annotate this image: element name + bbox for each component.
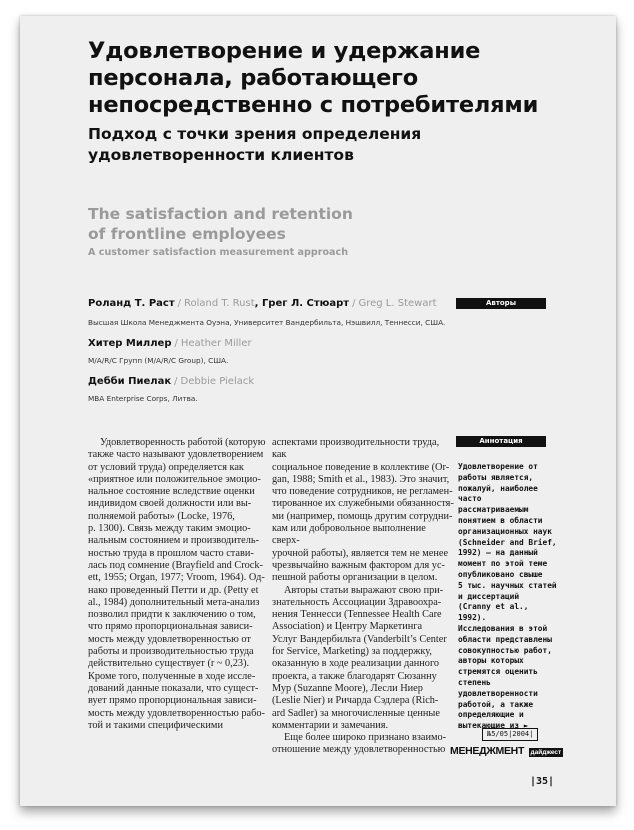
body-line: действительно существует (r ~ 0,23). (88, 658, 250, 670)
body-line: что поведение сотрудников, не регламен- (272, 486, 453, 498)
body-line: Мур (Suzanne Moore), Лесли Ниер (272, 682, 423, 694)
article-title-en (88, 204, 408, 244)
body-line: for Service, Marketing) за поддержку, (272, 646, 432, 658)
body-line: «приятное или положительное эмоцио- (88, 473, 261, 485)
abstract-line: работы является, (458, 472, 534, 482)
author-name-en: Heather Miller (180, 338, 252, 349)
author-name-en: Roland T. Rust (184, 298, 255, 309)
body-line: чрезвычайно важным фактором для ус- (272, 559, 445, 571)
authors-label: Авторы (456, 298, 546, 309)
body-line: от условий труда) определяется как (88, 461, 244, 473)
author-name-ru: Грег Л. Стюарт (261, 298, 350, 309)
body-line: Еще более широко признано взаимо- (284, 732, 447, 744)
abstract-label: Аннотация (456, 436, 546, 447)
body-column-2 (272, 437, 454, 757)
body-line: позволил придти к заключению о том, (88, 609, 256, 621)
body-column-1 (88, 437, 266, 732)
abstract-line: степень (458, 677, 491, 687)
body-line: урочной работы), является тем не менее (272, 547, 449, 559)
article-subtitle-ru (88, 124, 508, 166)
body-line: нальное состояние вследствие оценки (88, 486, 255, 498)
body-line: нальным состоянием и производитель- (88, 535, 259, 547)
body-line: Авторы статьи выражают свою при- (284, 584, 444, 596)
body-line: мость между удовлетворенностью рабо- (88, 707, 265, 719)
abstract-line: 5 тыс. научных статей (458, 580, 557, 590)
body-line: комментарии и замечания. (272, 719, 389, 731)
body-line: нако проведенный Петти и др. (Petty et (88, 584, 259, 596)
author-separator: / (177, 298, 182, 309)
abstract-line: удовлетворенности (458, 688, 538, 698)
body-line: нения Теннесси (Tennessee Health Care (272, 609, 442, 621)
body-line: gan, 1988; Smith et al., 1983). Это значит, (272, 473, 450, 485)
title-line: Удовлетворение и удержание (88, 38, 481, 64)
abstract-line: вытекающие из ► (458, 721, 529, 731)
journal-page (20, 16, 616, 806)
abstract-line: и диссертаций (458, 591, 520, 601)
body-line: p. 1300). Связь между таким эмоцио- (88, 523, 251, 535)
author-name-en: Debbie Pielack (180, 376, 255, 387)
body-line: Удовлетворенность работой (которую (100, 437, 266, 448)
abstract-line: пожалуй, наиболее (458, 483, 538, 493)
abstract-line: понятием в области (458, 515, 543, 525)
body-line: лась под сомнение (Brayfield and Crock- (88, 559, 263, 571)
body-line: пешной работы организации в целом. (272, 572, 438, 584)
body-line: индивидом своей должности или вы- (88, 498, 252, 510)
abstract-line: Исследования в этой (458, 623, 548, 633)
body-line: что прямо пропорциональная зависи- (88, 621, 253, 633)
author-affiliation: Высшая Школа Менеджмента Оуэна, Университет Вандербильта, Нэшвилл, Теннесси, США. (88, 318, 446, 327)
title-en-line: The satisfaction and retention (88, 205, 353, 223)
subtitle-line: Подход с точки зрения определения (88, 125, 422, 143)
abstract-line: рассматриваемым (458, 505, 529, 515)
abstract-line: определяющие и (458, 710, 524, 720)
abstract-line: (Cranny et al., 1992). (458, 602, 529, 623)
author-separator: / (174, 338, 178, 349)
body-line: мость между удовлетворенностью от (88, 633, 251, 645)
body-line: отношение между удовлетворенностью (272, 744, 446, 756)
body-line: al., 1984) дополнительный мета-анализ (88, 596, 260, 608)
body-line: ard Sadler) за многочисленные ценные (272, 707, 440, 719)
body-line: вует прямо пропорциональная зависи- (88, 695, 257, 707)
page-number: |35| (530, 776, 555, 787)
author-name-en: Greg L. Stewart (358, 298, 437, 309)
abstract-line: (Schneider and Brief, (458, 537, 557, 547)
magazine-name: МЕНЕДЖМЕНТ (450, 745, 525, 757)
article-title-ru (88, 38, 568, 119)
body-line: Association) и Центру Маркетинга (272, 621, 423, 633)
title-line: непосредственно с потребителями (88, 92, 539, 118)
body-line: ностью труда в прошлом часто стави- (88, 547, 254, 559)
magazine-logo (450, 741, 563, 759)
subtitle-line: удовлетворенности клиентов (88, 146, 354, 164)
author-name-ru: Роланд Т. Раст (88, 298, 175, 309)
title-line: персонала, работающего (88, 65, 418, 91)
author-line-3 (88, 376, 254, 387)
article-subtitle-en: A customer satisfaction measurement approach (88, 247, 349, 258)
author-separator: / (174, 376, 178, 387)
magazine-digest: дайджест (530, 749, 562, 756)
abstract-line: организационных наук (458, 526, 552, 536)
author-affiliation: M/A/R/C Групп (M/A/R/C Group), США. (88, 356, 229, 365)
body-line: той и такими специфическими (88, 719, 223, 731)
body-line: (Leslie Nier) и Ричарда Сэдлера (Rich- (272, 695, 439, 707)
author-separator: / (352, 298, 356, 309)
abstract-line: стремятся оценить (458, 667, 538, 677)
author-line-2 (88, 338, 252, 349)
body-line: Услуг Вандербильта (Vanderbilt’s Center (272, 633, 447, 645)
abstract-line: авторы которых (458, 656, 524, 666)
abstract-line: Удовлетворение от (458, 462, 538, 471)
issue-number: №5/05|2004| (482, 728, 538, 741)
body-line: дований данные показали, что сущест- (88, 682, 259, 694)
body-line: социальное поведение в коллективе (Or- (272, 461, 450, 473)
abstract-text (458, 462, 558, 732)
body-line: аспектами производительности труда, как (272, 437, 440, 461)
body-line: тированное их служебными обязанностя- (272, 498, 454, 510)
abstract-line: опубликовано свыше (458, 569, 543, 579)
author-name-ru: Дебби Пиелак (88, 376, 172, 387)
body-line: Кроме того, полученные в ходе иссле- (88, 670, 256, 682)
author-name-ru: Хитер Миллер (88, 338, 172, 349)
body-line: оказанную в ходе реализации данного (272, 658, 440, 670)
body-line: знательность Ассоциации Здравоохра- (272, 596, 442, 608)
title-en-line: of frontline employees (88, 225, 286, 243)
abstract-line: работой, а также (458, 699, 534, 709)
body-line: проекта, а также благодарят Сюзанну (272, 670, 437, 682)
body-line: полняемой работы» (Locke, 1976, (88, 510, 235, 522)
author-affiliation: MBA Enterprise Corps, Литва. (88, 394, 198, 403)
body-line: ми (например, помощь другим сотрудни- (272, 510, 453, 522)
body-line: ett, 1955; Organ, 1977; Vroom, 1964). Од- (88, 572, 265, 584)
abstract-line: области представлены (458, 634, 552, 644)
abstract-line: совокупностью работ, (458, 645, 552, 655)
body-line: также часто называют удовлетворением (88, 449, 264, 461)
abstract-line: момент по этой теме (458, 559, 548, 569)
abstract-line: 1992) — на данный (458, 548, 538, 558)
body-line: кам или добровольное выполнение сверх- (272, 523, 426, 547)
body-line: работы и производительностью труда (88, 646, 254, 658)
abstract-line: часто (458, 494, 482, 504)
author-line-1: Роланд Т. Раст / Roland T. Rust, Грег Л. Стюарт / Greg L. Stewart (88, 298, 437, 309)
